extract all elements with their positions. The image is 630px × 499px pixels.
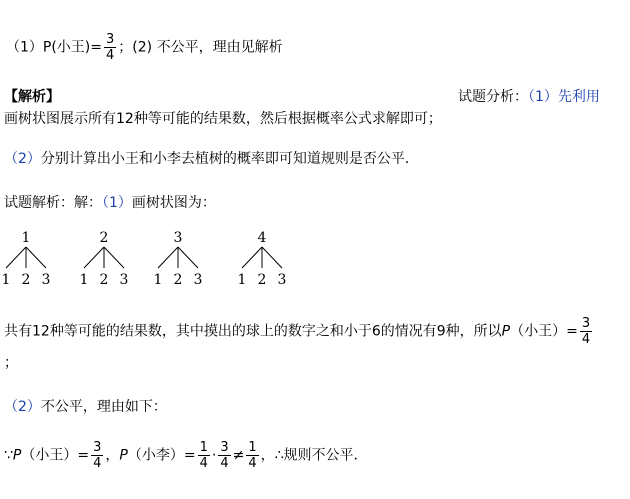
tree-branch [104,247,124,268]
tree-leaf-label: 2 [99,272,109,288]
fraction-denominator: 4 [93,456,102,471]
analysis-line3-text: 分别计算出小王和小李去植树的概率即可知道规则是否公平． [40,151,419,167]
result-line [4,316,594,347]
fraction-numerator: 3 [581,316,591,331]
tree-branch [26,247,46,268]
conclusion-dot: · [211,447,217,464]
tree-group [238,230,287,288]
analysis-intro-label: 试题分析： [458,89,528,105]
solution-line [4,192,216,212]
fraction-denominator: 4 [248,456,257,471]
answer-line [6,32,283,63]
solution-step-text: 画树状图为： [131,195,216,211]
analysis-line2: 画树状图展示所有12种等可能的结果数，然后根据概率公式求解即可； [4,111,442,127]
part2-line [4,396,167,416]
tree-group [2,230,51,288]
conclusion-p4-fraction [246,440,258,471]
analysis-heading: 【解析】 [4,89,60,105]
tree-leaf-label: 1 [1,272,11,288]
because-symbol: ∵ [4,447,13,464]
tree-leaf-label: 1 [79,272,89,288]
conclusion-p1-label: P [12,447,22,464]
conclusion-line [4,440,368,471]
fraction-numerator: 1 [199,440,208,455]
tree-diagram [0,228,320,292]
fraction-denominator: 4 [106,48,115,63]
conclusion-p3-fraction [218,440,230,471]
fraction-numerator: 1 [248,440,257,455]
tree-root-label: 4 [257,230,267,246]
conclusion-sep: ， [105,447,120,464]
conclusion-therefore: ，∴规则不公平． [260,447,368,464]
answer-part1-fraction [104,32,116,63]
tree-branch [262,247,282,268]
tree-root-label: 3 [173,230,183,246]
tree-leaf-label: 1 [237,272,247,288]
solution-label: 试题解析：解： [4,195,102,211]
analysis-line3-num: （2） [4,151,41,167]
analysis-line3 [4,148,419,168]
tree-leaf-label: 2 [257,272,267,288]
part2-text: 不公平，理由如下： [40,399,167,415]
result-p-label: P [501,323,511,340]
tree-group [154,230,203,288]
tree-leaf-label: 2 [21,272,31,288]
fraction-denominator: 4 [220,456,229,471]
tree-leaf-label: 1 [153,272,163,288]
conclusion-p1-fraction [91,440,103,471]
conclusion-p1-text: （小王）= [21,447,90,464]
result-fraction [580,316,592,347]
tree-leaf-label: 3 [277,272,287,288]
result-p-text: （小王）= [510,323,578,340]
fraction-denominator: 4 [581,332,591,347]
tree-root-label: 1 [21,230,31,246]
analysis-intro-step: （1）先利用 [528,89,600,105]
conclusion-p2-fraction [198,440,210,471]
tree-branch [178,247,198,268]
fraction-numerator: 3 [106,32,115,47]
fraction-denominator: 4 [199,456,208,471]
conclusion-p2-text: （小李）= [127,447,196,464]
solution-step-num: （1） [102,195,132,211]
tree-group [80,230,129,288]
tree-leaf-label: 2 [173,272,183,288]
tree-leaf-label: 3 [119,272,129,288]
tree-branch [6,247,26,268]
tree-leaf-label: 3 [193,272,203,288]
analysis-intro [458,86,600,106]
result-tail: ； [4,355,18,371]
neq-symbol: ≠ [232,447,245,464]
tree-branch [84,247,104,268]
answer-part1-prefix: （1）P(小王)= [6,39,103,56]
tree-branch [242,247,262,268]
fraction-numerator: 3 [220,440,229,455]
answer-part2: ；(2) 不公平，理由见解析 [118,39,283,56]
tree-branch [158,247,178,268]
result-text: 共有12种等可能的结果数，其中摸出的球上的数字之和小于6的情况有9种，所以 [4,323,502,340]
fraction-numerator: 3 [93,440,102,455]
conclusion-p2-label: P [119,447,128,464]
part2-num: （2） [4,399,41,415]
tree-root-label: 2 [99,230,109,246]
tree-leaf-label: 3 [41,272,51,288]
